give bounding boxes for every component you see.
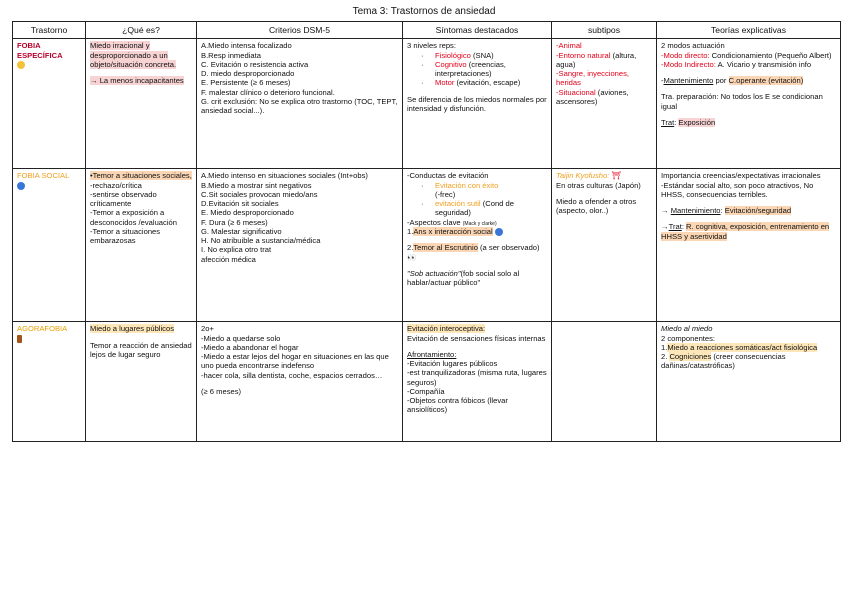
- cell-subtipos: [552, 322, 657, 442]
- door-icon: [17, 335, 22, 343]
- definition-text: Miedo a lugares públicos: [90, 324, 175, 334]
- criterion-line: 2o+: [201, 324, 214, 334]
- col-header-subtipos: subtipos: [552, 22, 657, 39]
- cell-teorias: [657, 169, 841, 322]
- cell-criterios: [197, 169, 403, 322]
- cell-trastorno: [13, 39, 86, 169]
- criterion-line: D. miedo desproporcionado: [201, 69, 295, 79]
- cell-trastorno: [13, 322, 86, 442]
- symptom-line: 2.Temor al Escrutinio (a ser observado) 👀: [407, 243, 540, 262]
- symptom-line: Evitación de sensaciones físicas internas: [407, 333, 546, 343]
- col-header-criterios: Criterios DSM-5: [197, 22, 403, 39]
- criterion-line: (≥ 6 meses): [201, 386, 242, 396]
- anxiety-disorders-table: [12, 21, 841, 442]
- definition-line: -Temor a situaciones embarazosas: [90, 226, 161, 246]
- criterion-line: C. Evitación o resistencia activa: [201, 59, 309, 69]
- criterion-line: G. Malestar significativo: [201, 226, 282, 236]
- definition-line: -rechazo/crítica: [90, 180, 142, 190]
- subtype-line: -Sangre, inyecciones, heridas: [556, 69, 630, 88]
- symptom-line: -Evitación lugares públicos: [407, 359, 498, 369]
- cell-teorias: [657, 39, 841, 169]
- theory-line: -Estándar social alto, son poco atractivos, No HHSS, consecuencias terribles.: [661, 180, 814, 199]
- list-item: · Cognitivo (creencias, interpretaciones): [435, 60, 547, 79]
- symptom-levels-list: [407, 51, 547, 88]
- table-row-fobia-social: [13, 169, 841, 322]
- criterion-line: -hacer cola, silla dentista, coche, espacios cerrados…: [201, 370, 383, 380]
- disorder-name: FOBIA ESPECÍFICA: [17, 41, 63, 60]
- criterion-line: E. Miedo desproporcionado: [201, 208, 294, 218]
- col-header-que-es: ¿Qué es?: [86, 22, 197, 39]
- theory-line: 2 componentes:: [661, 333, 716, 343]
- criterion-line: afección médica: [201, 254, 256, 264]
- subtype-line: -Situacional (aviones, ascensores): [556, 87, 629, 106]
- criterion-line: H. No atribuible a sustancia/médica: [201, 236, 321, 246]
- symptom-line: -Aspectos clave (Mack y clarke): [407, 217, 497, 227]
- criterion-line: C.Sit sociales provocan miedo/ans: [201, 189, 318, 199]
- theory-line: Miedo al miedo: [661, 324, 713, 334]
- table-row-fobia-especifica: [13, 39, 841, 169]
- definition-note: → La menos incapacitantes: [90, 76, 184, 86]
- symptom-line: "Sob actuación"(fob social solo al hablar/actuar público": [407, 269, 520, 288]
- symptom-intro: 3 niveles reps:: [407, 41, 456, 51]
- criterion-line: -Miedo a abandonar el hogar: [201, 342, 299, 352]
- symptom-line: -Conductas de evitación: [407, 171, 489, 181]
- symptom-line: -est tranquilizadoras (misma ruta, lugares seguros): [407, 368, 547, 387]
- speaking-head-icon: [17, 182, 25, 190]
- cell-sintomas: [403, 322, 552, 442]
- col-header-sintomas: Síntomas destacados: [403, 22, 552, 39]
- theory-line: 1.Miedo a reacciones somáticas/act fisiológica: [661, 342, 818, 352]
- criterion-line: E. Persistente (≥ 6 meses): [201, 78, 291, 88]
- theory-line: 2. Cogniciones (creer consecuencias dañinas/catastróficas): [661, 352, 786, 371]
- criterion-line: -Miedo a quedarse solo: [201, 333, 281, 343]
- subtype-line: -Entorno natural (altura, agua): [556, 50, 637, 69]
- cell-criterios: [197, 322, 403, 442]
- cell-criterios: [197, 39, 403, 169]
- preparation-line: Tra. preparación: No todos los E se condicionan igual: [661, 92, 823, 111]
- col-header-trastorno: Trastorno: [13, 22, 86, 39]
- screaming-face-icon: [17, 61, 25, 69]
- criterion-line: A.Miedo intenso en situaciones sociales (Int+obs): [201, 171, 368, 181]
- cell-que-es: [86, 169, 197, 322]
- theory-line: -Modo Indirecto: A. Vicario y transmisión info: [661, 59, 812, 69]
- symptom-line: Evitación interoceptiva:: [407, 324, 486, 334]
- criterion-line: D.Evitación sit sociales: [201, 199, 279, 209]
- cell-subtipos: [552, 39, 657, 169]
- torii-gate-icon: ⛩: [611, 171, 622, 181]
- symptom-line: Afrontamiento:: [407, 349, 457, 359]
- list-item: · evitación sutil (Cond de seguridad): [435, 199, 547, 218]
- subtype-line: Miedo a ofender a otros (aspecto, olor..): [556, 196, 637, 216]
- definition-line: -Temor a exposición a desconocidos /evaluación: [90, 208, 177, 227]
- subtype-line: -Animal: [556, 41, 582, 51]
- table-row-agorafobia: [13, 322, 841, 442]
- theory-intro: 2 modos actuación: [661, 41, 725, 51]
- cell-teorias: [657, 322, 841, 442]
- subtype-line: En otras culturas (Japón): [556, 180, 641, 190]
- theory-line: Importancia creencias/expectativas irracionales: [661, 171, 821, 181]
- criterion-line: F. malestar clínico o deterioro funcional.: [201, 87, 335, 97]
- header-row: [13, 22, 841, 39]
- criterion-line: -Miedo a estar lejos del hogar en situaciones en las que uno pueda encontrarse indefenso: [201, 352, 389, 371]
- page-title: Tema 3: Trastornos de ansiedad: [352, 6, 496, 17]
- criterion-line: B.Miedo a mostrar sint negativos: [201, 180, 312, 190]
- symptom-line: 1.Ans x interacción social: [407, 227, 547, 236]
- criterion-line: B.Resp inmediata: [201, 50, 261, 60]
- theory-line: -Modo directo: Condicionamiento (Pequeño Albert): [661, 50, 832, 60]
- criterion-line: A.Miedo intensa focalizado: [201, 41, 292, 51]
- criterion-line: F. Dura (≥ 6 meses): [201, 217, 268, 227]
- definition-note: Temor a reacción de ansiedad lejos de lugar seguro: [90, 340, 192, 359]
- maintenance-line: -Mantenimiento por C.operante (evitación): [661, 76, 804, 86]
- list-item: · Fisiológico (SNA): [435, 51, 547, 60]
- maintenance-line: → Mantenimiento: Evitación/seguridad: [661, 206, 792, 216]
- cell-que-es: [86, 322, 197, 442]
- list-item: · Evitación con éxito (-frec): [435, 181, 547, 200]
- disorder-name: AGORAFOBIA: [17, 324, 68, 334]
- list-item: · Motor (evitación, escape): [435, 78, 547, 87]
- subtype-line: Taijin Kyofusho: ⛩: [556, 171, 622, 181]
- symptom-note: Se diferencia de los miedos normales por intensidad y disfunción.: [407, 94, 547, 113]
- cell-sintomas: [403, 39, 552, 169]
- cell-que-es: [86, 39, 197, 169]
- symptom-line: -Objetos contra fóbicos (llevar ansiolíticos): [407, 396, 508, 415]
- treatment-line: →Trat: R. cognitiva, exposición, entrenamiento en HHSS y asertividad: [661, 222, 830, 241]
- symptom-line: -Compañía: [407, 386, 445, 396]
- cell-sintomas: [403, 169, 552, 322]
- definition-line: -sentirse observado críticamente: [90, 189, 157, 209]
- avoidance-list: [407, 181, 547, 218]
- treatment-line: Trat: Exposición: [661, 117, 716, 127]
- criterion-line: I. No explica otro trat: [201, 245, 272, 255]
- definition-line: •Temor a situaciones sociales,: [90, 171, 192, 181]
- criterion-line: G. crit exclusión: No se explica otro trastorno (TOC, TEPT, ansiedad social...).: [201, 96, 398, 116]
- cell-subtipos: [552, 169, 657, 322]
- eyes-icon: 👀: [407, 252, 417, 262]
- cell-trastorno: [13, 169, 86, 322]
- col-header-teorias: Teorías explicativas: [657, 22, 841, 39]
- speaking-head-icon: [495, 228, 503, 236]
- definition-text: Miedo irracional y desproporcionado a un objeto/situación concreta.: [90, 41, 177, 69]
- disorder-name: FOBIA SOCIAL: [17, 171, 70, 181]
